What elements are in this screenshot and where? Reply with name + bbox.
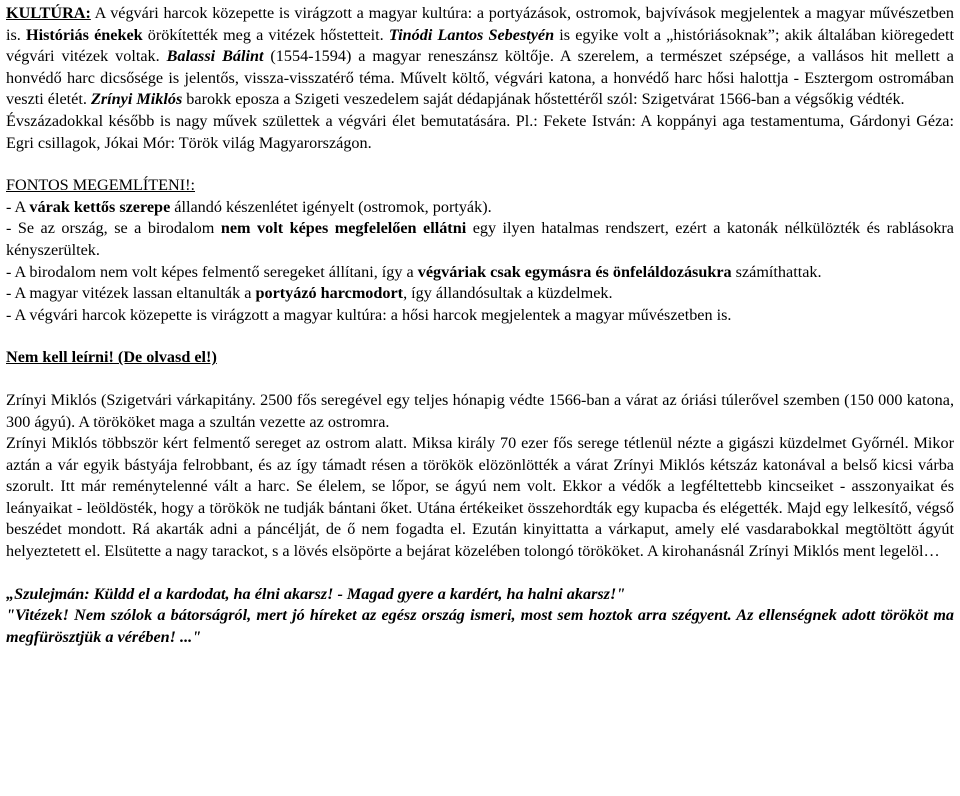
kultura-heading: KULTÚRA: bbox=[6, 4, 91, 22]
kultura-paragraph: KULTÚRA: A végvári harcok közepette is virágzott a magyar kultúra: a portyázások, ostromok, bajvívások megjelentek a magyar művészetben is. Históriás énekek örökítették meg a vitézek hőstetteit. Tinódi Lantos Sebestyén is egyike volt a „históriásoknak”; akik általában kiöregedett végvári vitézek voltak. Balassi Bálint (1554-1594) a magyar reneszánsz költője. A szerelem, a természet szépsége, a vallásos hit mellett a honvédő harc dicsősége is jelentős, vissza-visszatérő téma. Művelt költő, végvári katona, a honvédő harc hősi halottja - Esztergom ostromában veszti életét. Zrínyi Miklós barokk eposza a Szigeti veszedelem saját dédapjának hőstettéről szól: Szigetvárat 1566-ban a végsőkig védték. bbox=[6, 4, 954, 109]
fontos-item-3: - A birodalom nem volt képes felmentő seregeket állítani, így a végváriak csak egymásra és önfeláldozásukra számíthattak. bbox=[6, 262, 822, 281]
tinodi-name: Tinódi Lantos Sebestyén bbox=[388, 25, 555, 44]
later-works-paragraph: Évszázadokkal később is nagy művek születtek a végvári élet bemutatására. Pl.: Fekete István: A koppányi aga testamentuma, Gárdonyi Géza: Egri csillagok, Jókai Mór: Török világ Magyarországon. bbox=[6, 111, 954, 152]
fontos-item-4: - A magyar vitézek lassan eltanulták a portyázó harcmodort, így állandósultak a küzdelmek. bbox=[6, 284, 613, 303]
fontos-item-5: - A végvári harcok közepette is virágzott a magyar kultúra: a hősi harcok megjelentek a magyar művészetben is. bbox=[6, 305, 732, 324]
historias-enekek-term: Históriás énekek bbox=[26, 25, 143, 44]
fontos-item-2: - Se az ország, se a birodalom nem volt képes megfelelően ellátni egy ilyen hatalmas rendszert, ezért a katonák nélkülözték és rablásokra kényszerültek. bbox=[6, 219, 954, 259]
quote-vitezek: "Vitézek! Nem szólok a bátorságról, mert jó híreket az egész ország ismeri, most sem hoztok arra szégyent. Az ellenségnek adott törököt ma megfürösztjük a vérében! ..." bbox=[6, 606, 954, 646]
extra-heading: Nem kell leírni! (De olvasd el!) bbox=[6, 348, 217, 367]
balassi-name: Balassi Bálint bbox=[166, 47, 264, 66]
quote-szulejman: „Szulejmán: Küldd el a kardodat, ha élni akarsz! - Magad gyere a kardért, ha halni akarsz!" bbox=[6, 584, 626, 603]
fontos-item-1: - A várak kettős szerepe állandó készenlétet igényelt (ostromok, portyák). bbox=[6, 197, 492, 216]
zrinyi-paragraph-1: Zrínyi Miklós (Szigetvári várkapitány. 2500 fős seregével egy teljes hónapig védte 1566-ban a várat az óriási túlerővel szemben (150 000 katona, 300 ágyú). A törököket maga a szultán vezette az ostromra. bbox=[6, 390, 954, 431]
fontos-heading: FONTOS MEGEMLÍTENI!: bbox=[6, 176, 195, 195]
zrinyi-name: Zrínyi Miklós bbox=[90, 90, 183, 109]
zrinyi-paragraph-2: Zrínyi Miklós többször kért felmentő sereget az ostrom alatt. Miksa király 70 ezer fős serege tétlenül nézte a gigászi küzdelmet Győrnél. Mikor aztán a vár egyik bástyája felrobbant, és az így támadt résen a törökök elözönlötték a várat Zrínyi Miklós kétszáz katonával a belső kicsi várba szorult. Itt már reménytelenné vált a harc. Se élelem, se lőpor, se ágyú nem volt. Ekkor a védők a legféltettebb kincseiket - asszonyaikat és leányaikat - leöldösték, hogy a törökök ne tudják bántani őket. Utána értékeiket összehordták egy kupacba és elégették. Majd egy lelkesítő, végső beszédet mondott. Rá akarták adni a páncélját, de ő nem fogadta el. Ezután kinyittatta a várkaput, amely elé vasdarabokkal megtöltött ágyút helyeztetett el. Elsütette a nagy tarackot, s a lövés elsöpörte a bejárat közelében tolongó törököket. A kirohanásnál Zrínyi Miklós ment legelöl… bbox=[6, 434, 954, 561]
